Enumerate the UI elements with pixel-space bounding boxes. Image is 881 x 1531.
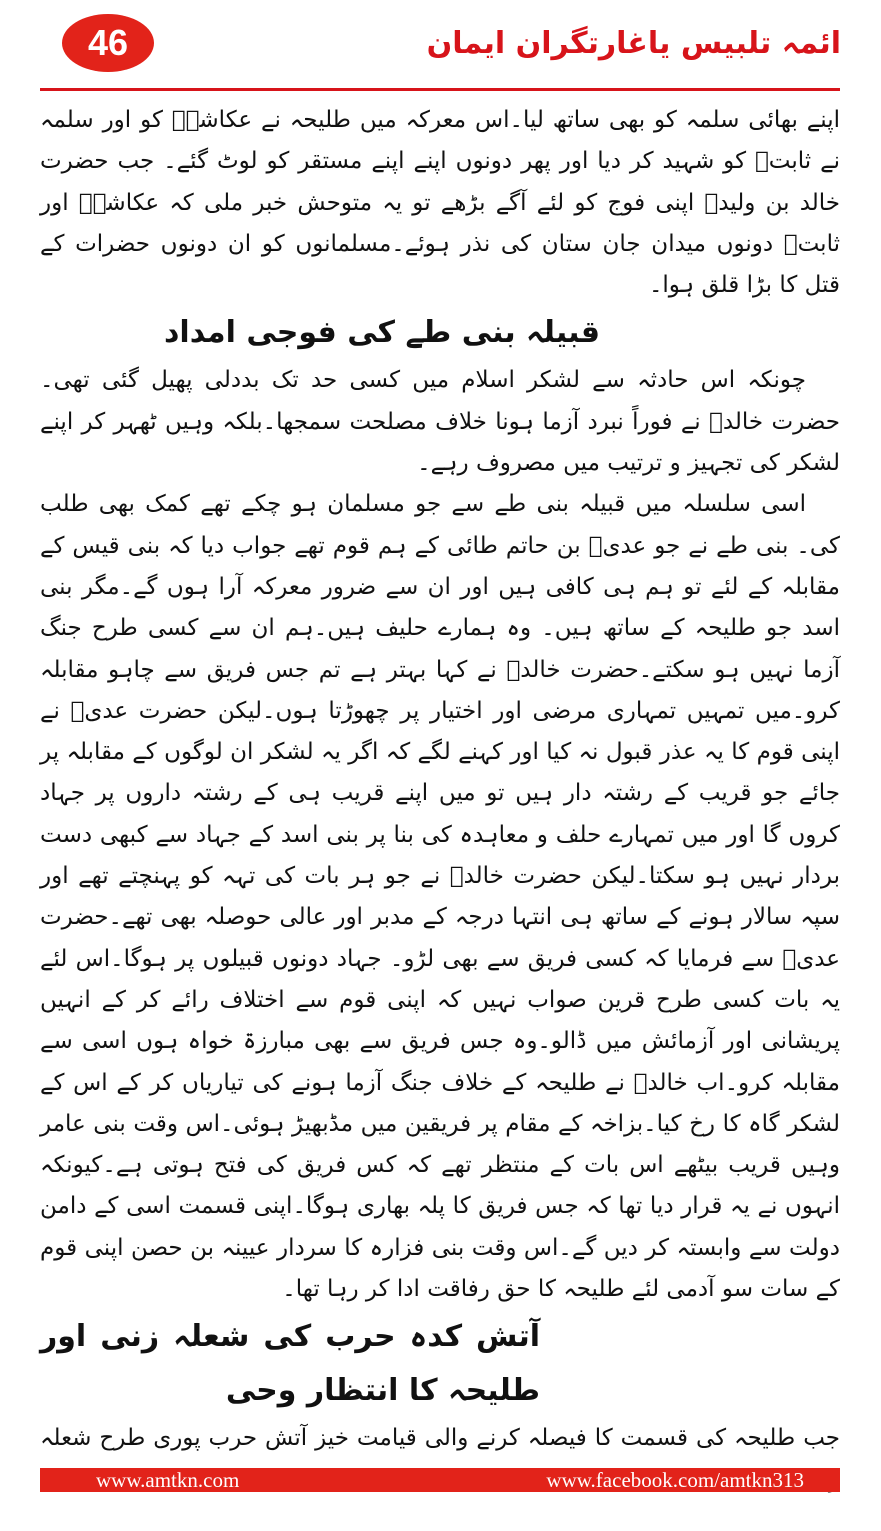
- website-link[interactable]: www.amtkn.com: [96, 1468, 240, 1492]
- page-body: [40, 100, 840, 1501]
- paragraph-2: چونکہ اس حادثہ سے لشکر اسلام میں کسی حد تک بددلی پھیل گئی تھی۔حضرت خالدؓ نے فوراً نبرد آزما ہونا خلاف مصلحت سمجھا۔بلکہ وہیں ٹھہر کر اپنے لشکر کی تجہیز و ترتیب میں مصروف رہے۔: [40, 367, 840, 477]
- section-heading-2: آتش کدہ حرب کی شعلہ زنی اور طلیحہ کا انتظار وحی: [40, 1319, 540, 1409]
- section-heading-1: قبیلہ بنی طے کی فوجی امداد: [164, 315, 600, 351]
- paragraph-3: اسی سلسلہ میں قبیلہ بنی طے سے جو مسلمان ہو چکے تھے کمک بھی طلب کی۔ بنی طے نے جو عدیؓ بن حاتم طائی کے ہم قوم تھے جواب دیا کہ بنی قیس کے مقابلہ کے لئے تو ہم ہی کافی ہیں اور ان سے ضرور معرکہ آرا ہوں گے۔مگر بنی اسد جو طلیحہ کے ساتھ ہیں۔ وہ ہمارے حلیف ہیں۔ہم ان سے کسی طرح جنگ آزما نہیں ہو سکتے۔حضرت خالدؓ نے کہا بہتر ہے تم جس فریق سے چاہو مقابلہ کرو۔میں تمہیں تمہاری مرضی اور اختیار پر چھوڑتا ہوں۔لیکن حضرت عدیؓ نے اپنی قوم کا یہ عذر قبول نہ کیا اور کہنے لگے کہ اگر یہ لشکر ان لوگوں کے مقابلہ پر جائے جو قریب کے رشتہ دار ہیں تو میں اپنے قریب ہی کے رشتہ داروں پر جہاد کروں گا اور میں تمہارے حلف و معاہدہ کی بنا پر بنی اسد کے جہاد سے کبھی دست بردار نہیں ہو سکتا۔لیکن حضرت خالدؓ نے جو ہر بات کی تہہ کو پہنچتے تھے اور سپہ سالار ہونے کے ساتھ ہی انتہا درجہ کے مدبر اور عالی حوصلہ بھی تھے۔حضرت عدیؓ سے فرمایا کہ کسی فریق سے بھی لڑو۔ جہاد دونوں قبیلوں پر ہوگا۔اس لئے یہ بات کسی طرح قرین صواب نہیں کہ اپنی قوم سے اختلاف رائے کر کے انہیں پریشانی اور آزمائش میں ڈالو۔وہ جس فریق سے بھی مبارزۃ خواہ ہوں اسی سے مقابلہ کرو۔اب خالدؓ نے طلیحہ کے خلاف جنگ آزما ہونے کی تیاریاں کر کے اس کے لشکر گاہ کا رخ کیا۔بزاخہ کے مقام پر فریقین میں مڈبھیڑ ہوئی۔اس وقت بنی عامر وہیں قریب بیٹھے اس بات کے منتظر تھے کہ کس فریق کی فتح ہوتی ہے۔کیونکہ انہوں نے یہ قرار دیا تھا کہ جس فریق کا پلہ بھاری ہوگا۔اپنی قسمت اسی کے دامن دولت سے وابستہ کر دیں گے۔اس وقت بنی فزارہ کا سردار عیینہ بن حصن اپنی قوم کے سات سو آدمی لئے طلیحہ کا حق رفاقت ادا کر رہا تھا۔: [40, 491, 840, 1303]
- page-header: [0, 0, 881, 100]
- paragraph-4: جب طلیحہ کی قسمت کا فیصلہ کرنے والی قیامت خیز آتش حرب پوری طرح شعلہ: [40, 1425, 840, 1452]
- header-divider: [40, 88, 840, 91]
- book-title: ائمہ تلبیس یاغارتگران ایمان: [426, 26, 841, 61]
- page-footer: [40, 1468, 840, 1492]
- paragraph-1: اپنے بھائی سلمہ کو بھی ساتھ لیا۔اس معرکہ میں طلیحہ نے عکاشہؓ کو اور سلمہ نے ثابتؓ کو شہید کر دیا اور پھر دونوں اپنے اپنے مستقر کو لوٹ گئے۔ جب حضرت خالد بن ولیدؓ اپنی فوج کو لئے آگے بڑھے تو یہ متوحش خبر ملی کہ عکاشہؓ اور ثابتؓ دونوں میدان جان ستان کی نذر ہوئے۔مسلمانوں کو ان دونوں حضرات کے قتل کا بڑا قلق ہوا۔: [40, 107, 840, 299]
- facebook-link[interactable]: www.facebook.com/amtkn313: [546, 1468, 804, 1492]
- page-number-badge: 46: [62, 14, 154, 72]
